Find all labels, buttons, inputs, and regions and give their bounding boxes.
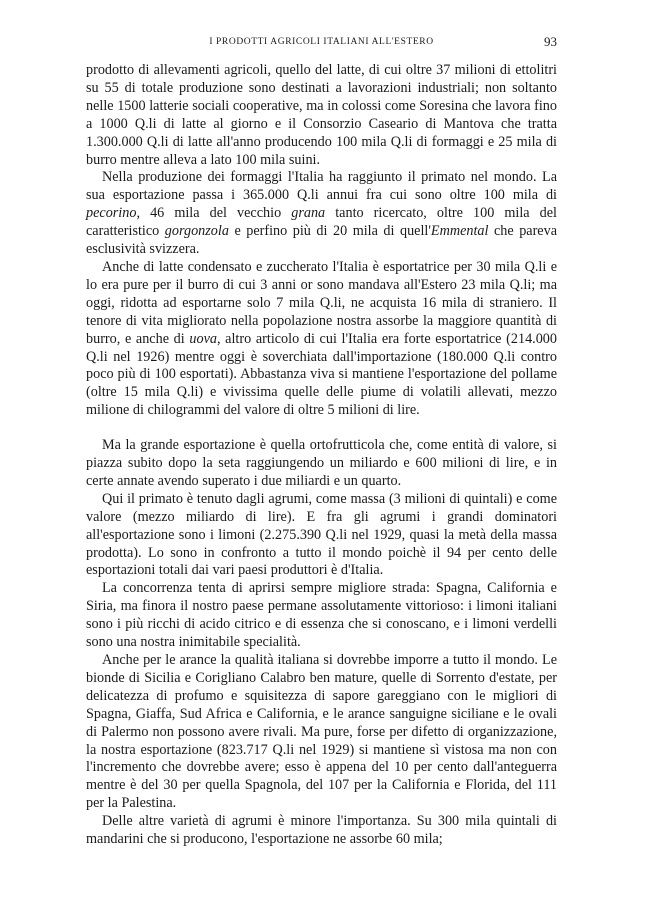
paragraph <box>86 437 557 491</box>
paragraph-text: Qui il primato è tenuto dagli agrumi, come massa (3 milioni di quintali) e come valore (mezzo miliardo di lire). E fra gli agrumi i grandi dominatori all'esportazione sono i limoni (2.275.390 Q.li nel 1929, quasi la metà della massa prodotta). Lo sono in confronto a tutto il mondo poichè il 94 per cento delle esportazioni totali dai vari paesi produttori è d'Italia. <box>86 490 557 579</box>
paragraph-text: La concorrenza tenta di aprirsi sempre migliore strada: Spagna, California e Siria, ma finora il nostro paese permane assolutamente vittorioso: i limoni italiani sono i più ricchi di acido citrico e di essenza che si conoscano, e i limoni verdelli sono una nostra inimitabile specialità. <box>86 580 557 651</box>
italic-term: uova <box>189 330 217 347</box>
page-header <box>86 34 557 52</box>
paragraph-text: e perfino più di 20 mila di quell' <box>228 223 431 240</box>
paragraph <box>86 652 557 813</box>
paragraph-text: , 46 mila del vecchio <box>136 205 292 222</box>
paragraph-text: Anche di latte condensato e zuccherato l'Italia è esportatrice per 30 mila Q.li e lo era pure per il burro di cui 3 anni or sono mandava all'Estero 23 mila Q.li; ma oggi, ridotta ad esportarne solo 7 mila Q.li, ne acquista 16 mila di straniero. Il tenore di vita migliorato nella popolazione nostra assorbe la maggiore quantità di burro, e anche di <box>86 258 557 347</box>
paragraph <box>86 580 557 652</box>
running-title: I PRODOTTI AGRICOLI ITALIANI ALL'ESTERO <box>209 37 434 47</box>
paragraph-text: che pareva esclusività svizzera. <box>86 223 557 258</box>
paragraph <box>86 813 557 849</box>
body-text <box>86 62 557 849</box>
italic-term: grana <box>291 205 326 222</box>
paragraph-text: Nella produzione dei formaggi l'Italia ha raggiunto il primato nel mondo. La sua esportazione passa i 365.000 Q.li annui fra cui sono oltre 100 mila di <box>86 169 557 204</box>
paragraph-text: , altro articolo di cui l'Italia era forte esportatrice (214.000 Q.li nel 1926) mentre oggi è soverchiata dall'importazione (180.000 Q.li contro poco più di 100 esportati). Abbastanza viva si mantiene l'esportazione del pollame (oltre 15 mila Q.li) e vivissima quelle delle piume di volatili allevati, mezzo milione di chilogrammi del valore di oltre 5 milioni di lire. <box>86 330 557 419</box>
paragraph <box>86 62 557 169</box>
paragraph-text: Delle altre varietà di agrumi è minore l'importanza. Su 300 mila quintali di mandarini che si producono, l'esportazione ne assorbe 60 mila; <box>86 813 557 848</box>
italic-term: pecorino <box>86 205 137 222</box>
italic-term: Emmental <box>430 223 489 240</box>
paragraph-text: Anche per le arance la qualità italiana si dovrebbe imporre a tutto il mondo. Le bionde di Sicilia e Corigliano Calabro ben mature, quelle di Sorrento d'estate, per delicatezza di profumo e squisitezza di sapore gareggiano con le migliori di Spagna, Giaffa, Sud Africa e California, e le arance sanguigne siciliane e le ovali di Palermo non possono avere rivali. Ma pure, forse per difetto di organizzazione, la nostra esportazione (823.717 Q.li nel 1929) si mantiene sì vistosa ma non con l'incremento che dovrebbe avere; esso è appena del 10 per cento dall'anteguerra mentre è del 30 per quella Spagnola, del 107 per la California e Florida, del 111 per la Palestina. <box>86 652 557 812</box>
paragraph <box>86 259 557 420</box>
paragraph-text: prodotto di allevamenti agricoli, quello del latte, di cui oltre 37 milioni di ettolitri su 55 di totale produzione sono destinati a lavorazioni industriali; non soltanto nelle 1500 latterie sociali cooperative, ma in colossi come Soresina che lavora fino a 1000 Q.li di latte al giorno e il Consorzio Caseario di Mantova che tratta 1.300.000 Q.li di latte all'anno producendo 100 mila Q.li di formaggi e 25 mila di burro mentre alleva a lato 100 mila suini. <box>86 62 557 168</box>
paragraph <box>86 491 557 581</box>
paragraph <box>86 169 557 259</box>
paragraph-text: tanto ricercato, oltre 100 mila del caratteristico <box>86 205 558 240</box>
paragraph-text: Ma la grande esportazione è quella ortofrutticola che, come entità di valore, si piazza subito dopo la seta raggiungendo un miliardo e 600 milioni di lire, e in certe annate avendo superato i due miliardi e un quarto. <box>86 437 557 489</box>
page-number: 93 <box>544 34 557 49</box>
italic-term: gorgonzola <box>164 223 229 240</box>
